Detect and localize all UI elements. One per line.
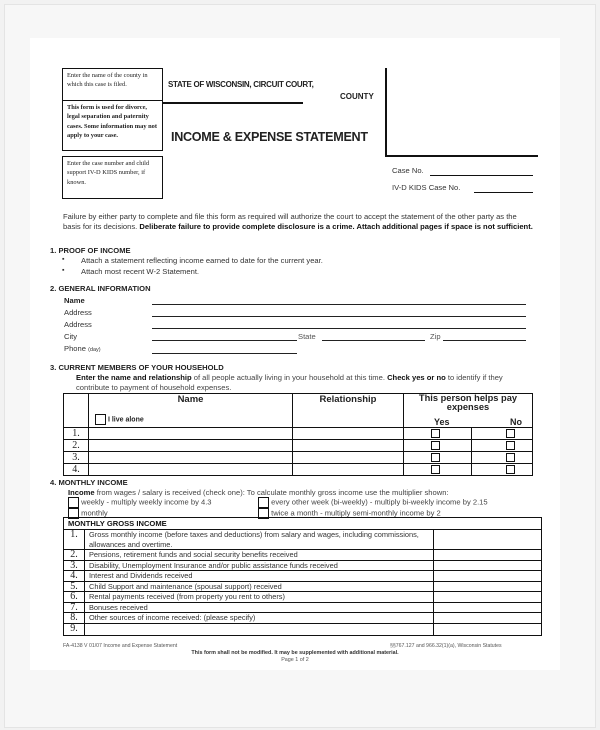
biweekly-label: every other week (bi-weekly) - multiply bi-weekly income by 2.15	[271, 497, 488, 507]
no-checkbox[interactable]	[506, 453, 515, 462]
phone-label-text: Phone	[64, 344, 86, 353]
income-row	[64, 613, 542, 624]
no-cell[interactable]	[506, 428, 533, 440]
income-amount-cell[interactable]	[434, 571, 542, 582]
form-use-note: This form is used for divorce, legal separation and paternity cases. Some information may not apply to your case.	[67, 104, 157, 139]
no-cell[interactable]	[506, 464, 533, 476]
court-name: STATE OF WISCONSIN, CIRCUIT COURT,	[168, 80, 314, 89]
row-number: 2.	[64, 440, 89, 452]
income-table-title: MONTHLY GROSS INCOME	[64, 518, 542, 530]
income-row-number: 8.	[64, 613, 85, 624]
income-row-number: 3.	[64, 560, 85, 571]
member-name-cell[interactable]	[89, 464, 293, 476]
intro-warning: Deliberate failure to provide complete disclosure is a crime. Attach additional pages if space is not sufficient.	[139, 221, 533, 231]
form-page	[30, 38, 560, 670]
household-row	[64, 464, 533, 476]
income-amount-cell[interactable]	[434, 581, 542, 592]
address2-field[interactable]	[152, 328, 526, 329]
county-label: COUNTY	[340, 92, 374, 101]
case-no-label: Case No.	[392, 166, 424, 175]
income-row-label: Other sources of income received: (please specify)	[85, 613, 434, 624]
income-row	[64, 560, 542, 571]
yes-pad	[404, 428, 432, 440]
page-title: INCOME & EXPENSE STATEMENT	[171, 130, 368, 144]
case-number-hint: Enter the case number and child support IV-D KIDS number, if known.	[67, 160, 150, 186]
name-label: Name	[64, 296, 85, 305]
instr-text-2: to identify if they contribute to payment of household expenses.	[76, 373, 503, 392]
income-row-label: Pensions, retirement funds and social security benefits received	[85, 550, 434, 561]
income-row	[64, 592, 542, 603]
ivd-case-no-label: IV-D KIDS Case No.	[392, 183, 461, 192]
income-row-number: 6.	[64, 592, 85, 603]
income-row	[64, 602, 542, 613]
name-header	[89, 394, 293, 428]
weekly-label: weekly - multiply weekly income by 4.3	[81, 497, 212, 507]
yes-pad	[404, 452, 432, 464]
instr-text: from wages / salary is received (check one): To calculate monthly gross income use the multiplier shown:	[94, 488, 449, 497]
case-no-field[interactable]	[430, 175, 533, 176]
yes-cell[interactable]	[431, 452, 472, 464]
biweekly-checkbox[interactable]	[258, 497, 269, 508]
weekly-checkbox[interactable]	[68, 497, 79, 508]
live-alone-option[interactable]	[95, 414, 144, 425]
household-row	[64, 428, 533, 440]
row-number-header	[64, 394, 89, 428]
no-pad	[472, 452, 507, 464]
county-hint: Enter the name of the county in which this case is filed.	[67, 72, 148, 89]
relationship-header	[293, 394, 404, 428]
row-number: 4.	[64, 464, 89, 476]
section4-heading: 4. MONTHLY INCOME	[50, 478, 128, 487]
section3-heading: 3. CURRENT MEMBERS OF YOUR HOUSEHOLD	[50, 363, 224, 372]
section2-heading: 2. GENERAL INFORMATION	[50, 284, 151, 293]
no-checkbox[interactable]	[506, 465, 515, 474]
instr-bold: Income	[68, 488, 95, 497]
semimonthly-label: twice a month - multiply semi-monthly income by 2	[271, 508, 441, 518]
state-label: State	[298, 332, 316, 341]
yes-cell[interactable]	[431, 428, 472, 440]
member-relationship-cell[interactable]	[293, 464, 404, 476]
member-relationship-cell[interactable]	[293, 428, 404, 440]
member-name-cell[interactable]	[89, 452, 293, 464]
income-amount-cell[interactable]	[434, 613, 542, 624]
county-hint-box	[62, 68, 163, 101]
footer-statutes: §§767.127 and 966.32(1)(a), Wisconsin Statutes	[390, 643, 502, 649]
monthly-label: monthly	[81, 508, 108, 518]
footer-notice: This form shall not be modified. It may be supplemented with additional material.	[191, 650, 399, 656]
col-relationship-label: Relationship	[319, 394, 377, 405]
state-field[interactable]	[322, 340, 425, 341]
col-yes-label: Yes	[434, 417, 450, 427]
income-amount-cell[interactable]	[434, 592, 542, 603]
household-row	[64, 452, 533, 464]
form-use-note-box	[62, 100, 163, 151]
income-amount-cell[interactable]	[434, 550, 542, 561]
pay-frequency-biweekly[interactable]	[258, 497, 488, 508]
income-amount-cell[interactable]	[434, 602, 542, 613]
no-pad	[472, 464, 507, 476]
no-cell[interactable]	[506, 440, 533, 452]
yes-checkbox[interactable]	[431, 429, 440, 438]
income-row-number: 5.	[64, 581, 85, 592]
footer-form-id: FA-4138 V 01/07 Income and Expense Statement	[63, 643, 178, 649]
income-row-label: Rental payments received (from property you rent to others)	[85, 592, 434, 603]
income-amount-cell[interactable]	[434, 530, 542, 550]
yes-cell[interactable]	[431, 440, 472, 452]
city-field[interactable]	[152, 340, 297, 341]
income-row	[64, 623, 542, 635]
member-relationship-cell[interactable]	[293, 452, 404, 464]
col-no-label: No	[510, 417, 522, 427]
case-number-hint-box	[62, 156, 163, 199]
section1-bullet-1: ▪ Attach a statement reflecting income earned to date for the current year.	[81, 256, 323, 265]
address1-field[interactable]	[152, 316, 526, 317]
no-checkbox[interactable]	[506, 429, 515, 438]
income-row	[64, 571, 542, 582]
zip-field[interactable]	[443, 340, 526, 341]
phone-label-sub: (day)	[88, 347, 101, 353]
income-row-label: Interest and Dividends received	[85, 571, 434, 582]
income-row-label: Child Support and maintenance (spousal support) received	[85, 581, 434, 592]
monthly-gross-income-table	[63, 517, 542, 636]
income-row-number: 7.	[64, 602, 85, 613]
section1-heading: 1. PROOF OF INCOME	[50, 246, 131, 255]
address1-label: Address	[64, 308, 92, 317]
member-name-cell[interactable]	[89, 440, 293, 452]
address2-label: Address	[64, 320, 92, 329]
caption-divider-horizontal	[385, 155, 538, 157]
no-checkbox[interactable]	[506, 441, 515, 450]
member-name-cell[interactable]	[89, 428, 293, 440]
col-helps-pay-label: This person helps pay expenses	[418, 393, 518, 412]
yes-checkbox[interactable]	[431, 465, 440, 474]
yes-pad	[404, 464, 432, 476]
helps-pay-header	[404, 394, 533, 428]
instr-bold-2: Check yes or no	[387, 373, 446, 382]
yes-cell[interactable]	[431, 464, 472, 476]
income-row-label: Disability, Unemployment Insurance and/or public assistance funds received	[85, 560, 434, 571]
member-relationship-cell[interactable]	[293, 440, 404, 452]
yes-checkbox[interactable]	[431, 441, 440, 450]
income-row-number: 4.	[64, 571, 85, 582]
city-label: City	[64, 332, 78, 341]
income-row-label: Bonuses received	[85, 602, 434, 613]
income-row-label[interactable]	[85, 623, 434, 635]
instr-text-1: of all people actually living in your household at this time.	[191, 373, 388, 382]
no-pad	[472, 428, 507, 440]
phone-field[interactable]	[152, 353, 297, 354]
income-row	[64, 581, 542, 592]
pay-frequency-weekly[interactable]	[68, 497, 212, 508]
intro-text: Failure by either party to complete and file this form as required will authorize the court to accept the statement of the other party as the basis for its decisions.	[63, 212, 517, 231]
name-field[interactable]	[152, 304, 526, 305]
live-alone-label: I live alone	[107, 416, 144, 424]
income-row	[64, 530, 542, 550]
no-cell[interactable]	[506, 452, 533, 464]
phone-label	[64, 344, 101, 353]
income-amount-cell[interactable]	[434, 623, 542, 635]
caption-divider-vertical	[385, 68, 387, 156]
yes-pad	[404, 440, 432, 452]
section1-bullet-2: ▪ Attach most recent W-2 Statement.	[81, 267, 199, 276]
household-table	[63, 393, 533, 476]
income-row-label: Gross monthly income (before taxes and deductions) from salary and wages, including commissions, allowances and overtime.	[85, 530, 434, 550]
county-underline[interactable]	[163, 102, 303, 104]
instr-bold-1: Enter the name and relationship	[76, 373, 192, 382]
household-row	[64, 440, 533, 452]
yes-checkbox[interactable]	[431, 453, 440, 462]
row-number: 3.	[64, 452, 89, 464]
income-row-number: 1.	[64, 530, 85, 550]
zip-label: Zip	[430, 332, 441, 341]
col-name-label: Name	[177, 394, 204, 405]
intro-paragraph	[63, 212, 533, 231]
row-number: 1.	[64, 428, 89, 440]
live-alone-checkbox[interactable]	[95, 414, 106, 425]
income-row-number: 9.	[64, 623, 85, 635]
income-row-number: 2.	[64, 550, 85, 561]
ivd-case-no-field[interactable]	[474, 192, 533, 193]
income-amount-cell[interactable]	[434, 560, 542, 571]
no-pad	[472, 440, 507, 452]
section4-instructions	[68, 488, 449, 497]
income-row	[64, 550, 542, 561]
section3-instructions	[76, 373, 536, 393]
footer-page-number: Page 1 of 2	[281, 657, 309, 663]
